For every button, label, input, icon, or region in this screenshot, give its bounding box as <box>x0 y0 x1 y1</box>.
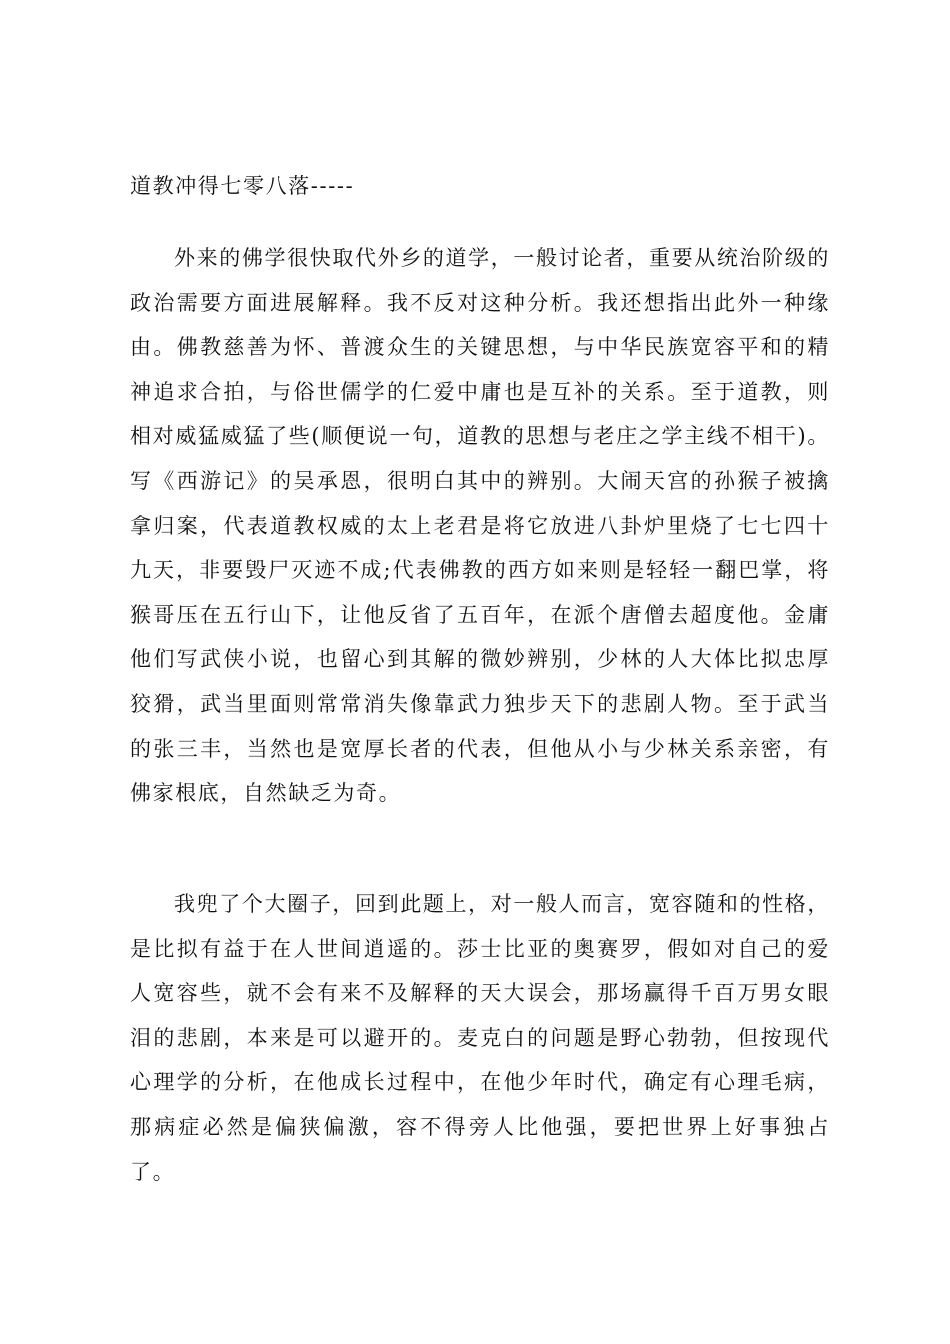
paragraph-1: 外来的佛学很快取代外乡的道学，一般讨论者，重要从统治阶级的政治需要方面进展解释。我不反对这种分析。我还想指出此外一种缘由。佛教慈善为怀、普渡众生的关键思想，与中华民族宽容平和的精神追求合拍，与俗世儒学的仁爱中庸也是互补的关系。至于道教，则相对威猛威猛了些(顺便说一句，道教的思想与老庄之学主线不相干)。写《西游记》的吴承恩，很明白其中的辨别。大闹天宫的孙猴子被擒拿归案，代表道教权威的太上老君是将它放进八卦炉里烧了七七四十九天，非要毁尸灭迹不成;代表佛教的西方如来则是轻轻一翻巴掌，将猴哥压在五行山下，让他反省了五百年，在派个唐僧去超度他。金庸他们写武侠小说，也留心到其解的微妙辨别，少林的人大体比拟忠厚狡猾，武当里面则常常消失像靠武力独步天下的悲剧人物。至于武当的张三丰，当然也是宽厚长者的代表，但他从小与少林关系亲密，有佛家根底，自然缺乏为奇。 <box>130 246 830 806</box>
paragraph-2: 我兜了个大圈子，回到此题上，对一般人而言，宽容随和的性格，是比拟有益于在人世间逍遥的。莎士比亚的奥赛罗，假如对自己的爱人宽容些，就不会有来不及解释的天大误会，那场赢得千百万男女眼泪的悲剧，本来是可以避开的。麦克白的问题是野心勃勃，但按现代心理学的分析，在他成长过程中，在他少年时代，确定有心理毛病，那病症必然是偏狭偏激，容不得旁人比他强，要把世界上好事独占了。 <box>130 892 830 1184</box>
lead-line: 道教冲得七零八落----- <box>130 174 355 198</box>
